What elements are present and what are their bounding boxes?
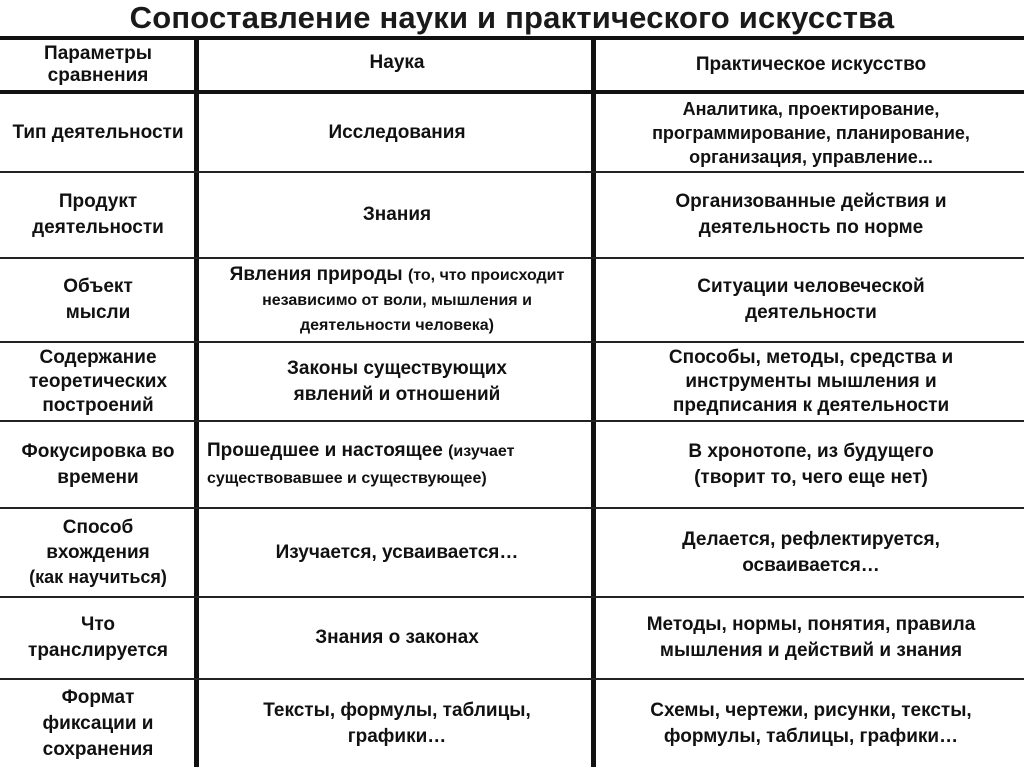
param-label: Фокусировка во времени [21,440,175,488]
row-7-art [598,598,1024,678]
row-7-param [0,598,196,678]
header-science-label: Наука [369,52,425,73]
science-note-text: (то, что происходит независимо от воли, мышления и деятельности человека) [262,266,565,334]
comparison-table [0,36,1024,767]
row-8-art [598,680,1024,767]
row-2-param [0,173,196,257]
science-value: Тексты, формулы, таблицы, графики… [263,699,531,747]
param-label [4,515,192,590]
science-value [207,438,587,492]
row-5-param [0,422,196,507]
science-value: Законы существующих явлений и отношений [287,357,507,405]
art-value: Делается, рефлектируется, осваивается… [682,528,940,576]
row-6-science [201,509,593,596]
param-label: Формат фиксации и сохранения [42,686,154,760]
row-6-param [0,509,196,596]
row-5-art [598,422,1024,507]
param-label: Объект мысли [63,276,133,323]
row-4-science [201,343,593,420]
param-label: Продукт деятельности [32,191,164,238]
header-science [201,40,593,86]
art-value: Ситуации человеческой деятельности [697,276,925,323]
row-3-science [201,259,593,341]
row-4-param [0,343,196,420]
row-1-param [0,94,196,171]
row-1-science [201,94,593,171]
science-value: Исследования [328,121,466,143]
art-value: Аналитика, проектирование, программирование, планирование, организация, управление... [652,98,970,167]
science-main-text: Прошедшее и настоящее [207,439,443,461]
param-label: Что транслируется [28,614,168,661]
row-6-art [598,509,1024,596]
row-5-science [201,422,593,507]
science-value: Изучается, усваивается… [275,541,519,563]
page-title: Сопоставление науки и практического искусства [129,0,895,35]
science-note-text: (изучает существовавшее и существующее) [207,442,515,487]
row-2-art [598,173,1024,257]
row-7-science [201,598,593,678]
art-value: В хронотопе, из будущего (творит то, чего еще нет) [688,440,934,488]
art-value: Организованные действия и деятельность по норме [675,191,947,238]
param-label: Содержание теоретических построений [28,346,168,416]
row-8-param [0,680,196,767]
art-value: Способы, методы, средства и инструменты мышления и предписания к деятельности [668,346,954,416]
science-value: Знания [362,204,432,225]
header-art [598,40,1024,90]
science-value: Знания о законах [315,627,479,648]
header-params-label: Параметры сравнения [44,43,152,86]
row-3-art [598,259,1024,341]
param-main-text: Способ вхождения [46,517,150,563]
header-art-label: Практическое искусство [695,54,927,75]
param-label: Тип деятельности [12,121,184,143]
header-params [0,40,196,90]
art-value: Схемы, чертежи, рисунки, тексты, формулы, таблицы, графики… [650,699,972,747]
science-main-text: Явления природы [229,263,403,285]
art-value: Методы, нормы, понятия, правила мышления и действий и знания [646,614,976,661]
row-4-art [598,343,1024,420]
row-3-param [0,259,196,341]
row-1-art [598,94,1024,171]
param-note-text: (как научиться) [29,567,167,587]
row-2-science [201,173,593,257]
science-value [207,263,587,338]
row-8-science [201,680,593,767]
